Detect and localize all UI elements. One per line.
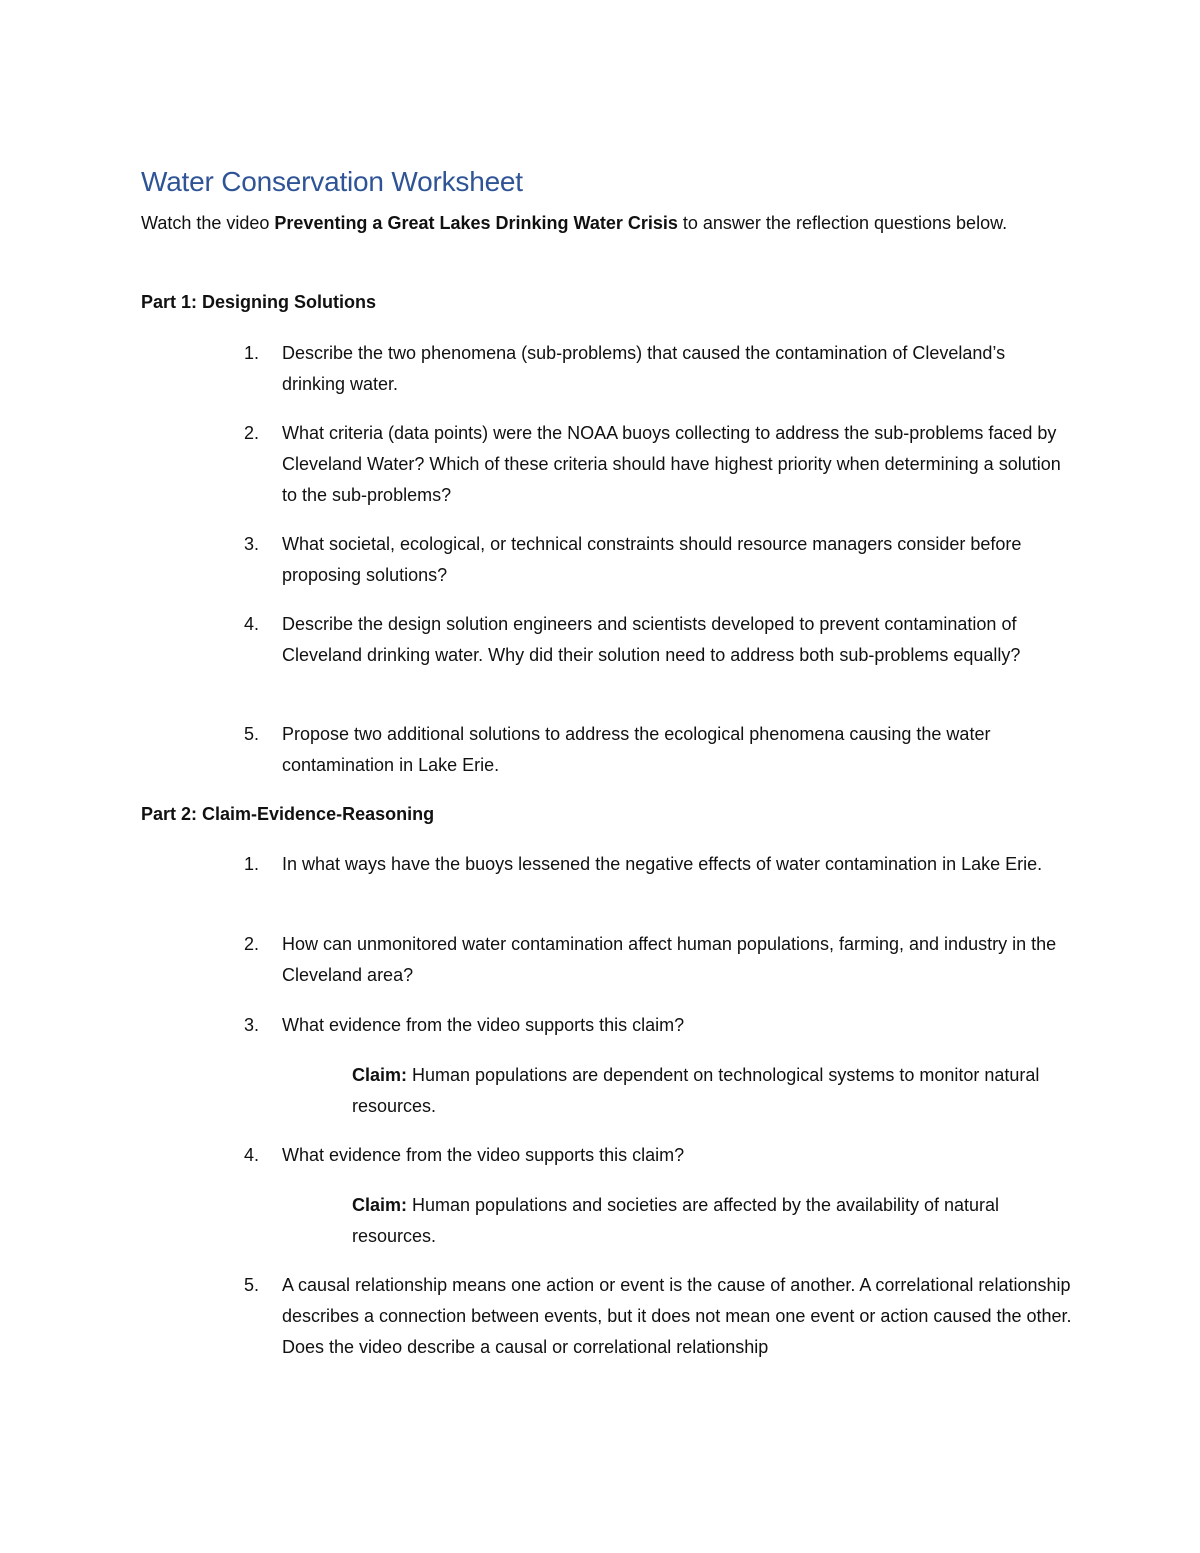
question-text: A causal relationship means one action or event is the cause of another. A correlational relationship describes a connection between events, but it does not mean one event or action caused the other. Does the video describe a causal or correlational relationship — [282, 1275, 1072, 1357]
intro-paragraph — [141, 208, 1041, 239]
question-number: 5. — [244, 724, 260, 744]
part1-question-4 — [244, 609, 1074, 671]
page-title: Water Conservation Worksheet — [141, 166, 523, 197]
part2-question-5 — [244, 1270, 1074, 1363]
part1-question-5 — [244, 719, 1074, 781]
question-text: In what ways have the buoys lessened the negative effects of water contamination in Lake Erie. — [282, 854, 1043, 874]
part2-question-4 — [244, 1140, 1074, 1171]
question-number: 4. — [244, 614, 260, 634]
part1-question-1 — [244, 338, 1074, 400]
question-text: What evidence from the video supports this claim? — [282, 1145, 685, 1165]
part1-question-2 — [244, 418, 1074, 511]
question-number: 5. — [244, 1275, 260, 1295]
intro-prefix: Watch the video — [141, 213, 275, 233]
part1-question-3 — [244, 529, 1074, 591]
question-text: Describe the design solution engineers and scientists developed to prevent contamination of Cleveland drinking water. Why did their solution need to address both sub-problems equally? — [282, 614, 1021, 665]
question-number: 2. — [244, 934, 260, 954]
claim-label: Claim: — [352, 1195, 408, 1215]
claim-label: Claim: — [352, 1065, 408, 1085]
part1-heading: Part 1: Designing Solutions — [141, 292, 377, 312]
question-number: 1. — [244, 343, 260, 363]
question-text: How can unmonitored water contamination affect human populations, farming, and industry in the Cleveland area? — [282, 934, 1057, 985]
question-number: 2. — [244, 423, 260, 443]
question-text: What societal, ecological, or technical constraints should resource managers consider before proposing solutions? — [282, 534, 1022, 585]
part2-question-3 — [244, 1010, 1074, 1041]
intro-suffix: to answer the reflection questions below. — [677, 213, 1008, 233]
question-number: 3. — [244, 534, 260, 554]
question-number: 4. — [244, 1145, 260, 1165]
question-text: Describe the two phenomena (sub-problems) that caused the contamination of Cleveland’s drinking water. — [282, 343, 1006, 394]
video-title: Preventing a Great Lakes Drinking Water Crisis — [274, 213, 678, 233]
question-text: What evidence from the video supports this claim? — [282, 1015, 685, 1035]
claim-text: Human populations and societies are affected by the availability of natural resources. — [352, 1195, 1000, 1246]
question-number: 3. — [244, 1015, 260, 1035]
part2-question-1 — [244, 849, 1074, 880]
question-text: What criteria (data points) were the NOAA buoys collecting to address the sub-problems faced by Cleveland Water? Which of these criteria should have highest priority when determining a solution to the sub-problems? — [282, 423, 1061, 505]
claim-2 — [352, 1190, 1052, 1252]
claim-1 — [352, 1060, 1052, 1122]
claim-text: Human populations are dependent on technological systems to monitor natural resources. — [352, 1065, 1040, 1116]
part2-question-2 — [244, 929, 1074, 991]
question-number: 1. — [244, 854, 260, 874]
part2-heading: Part 2: Claim-Evidence-Reasoning — [141, 804, 435, 824]
question-text: Propose two additional solutions to address the ecological phenomena causing the water contamination in Lake Erie. — [282, 724, 991, 775]
